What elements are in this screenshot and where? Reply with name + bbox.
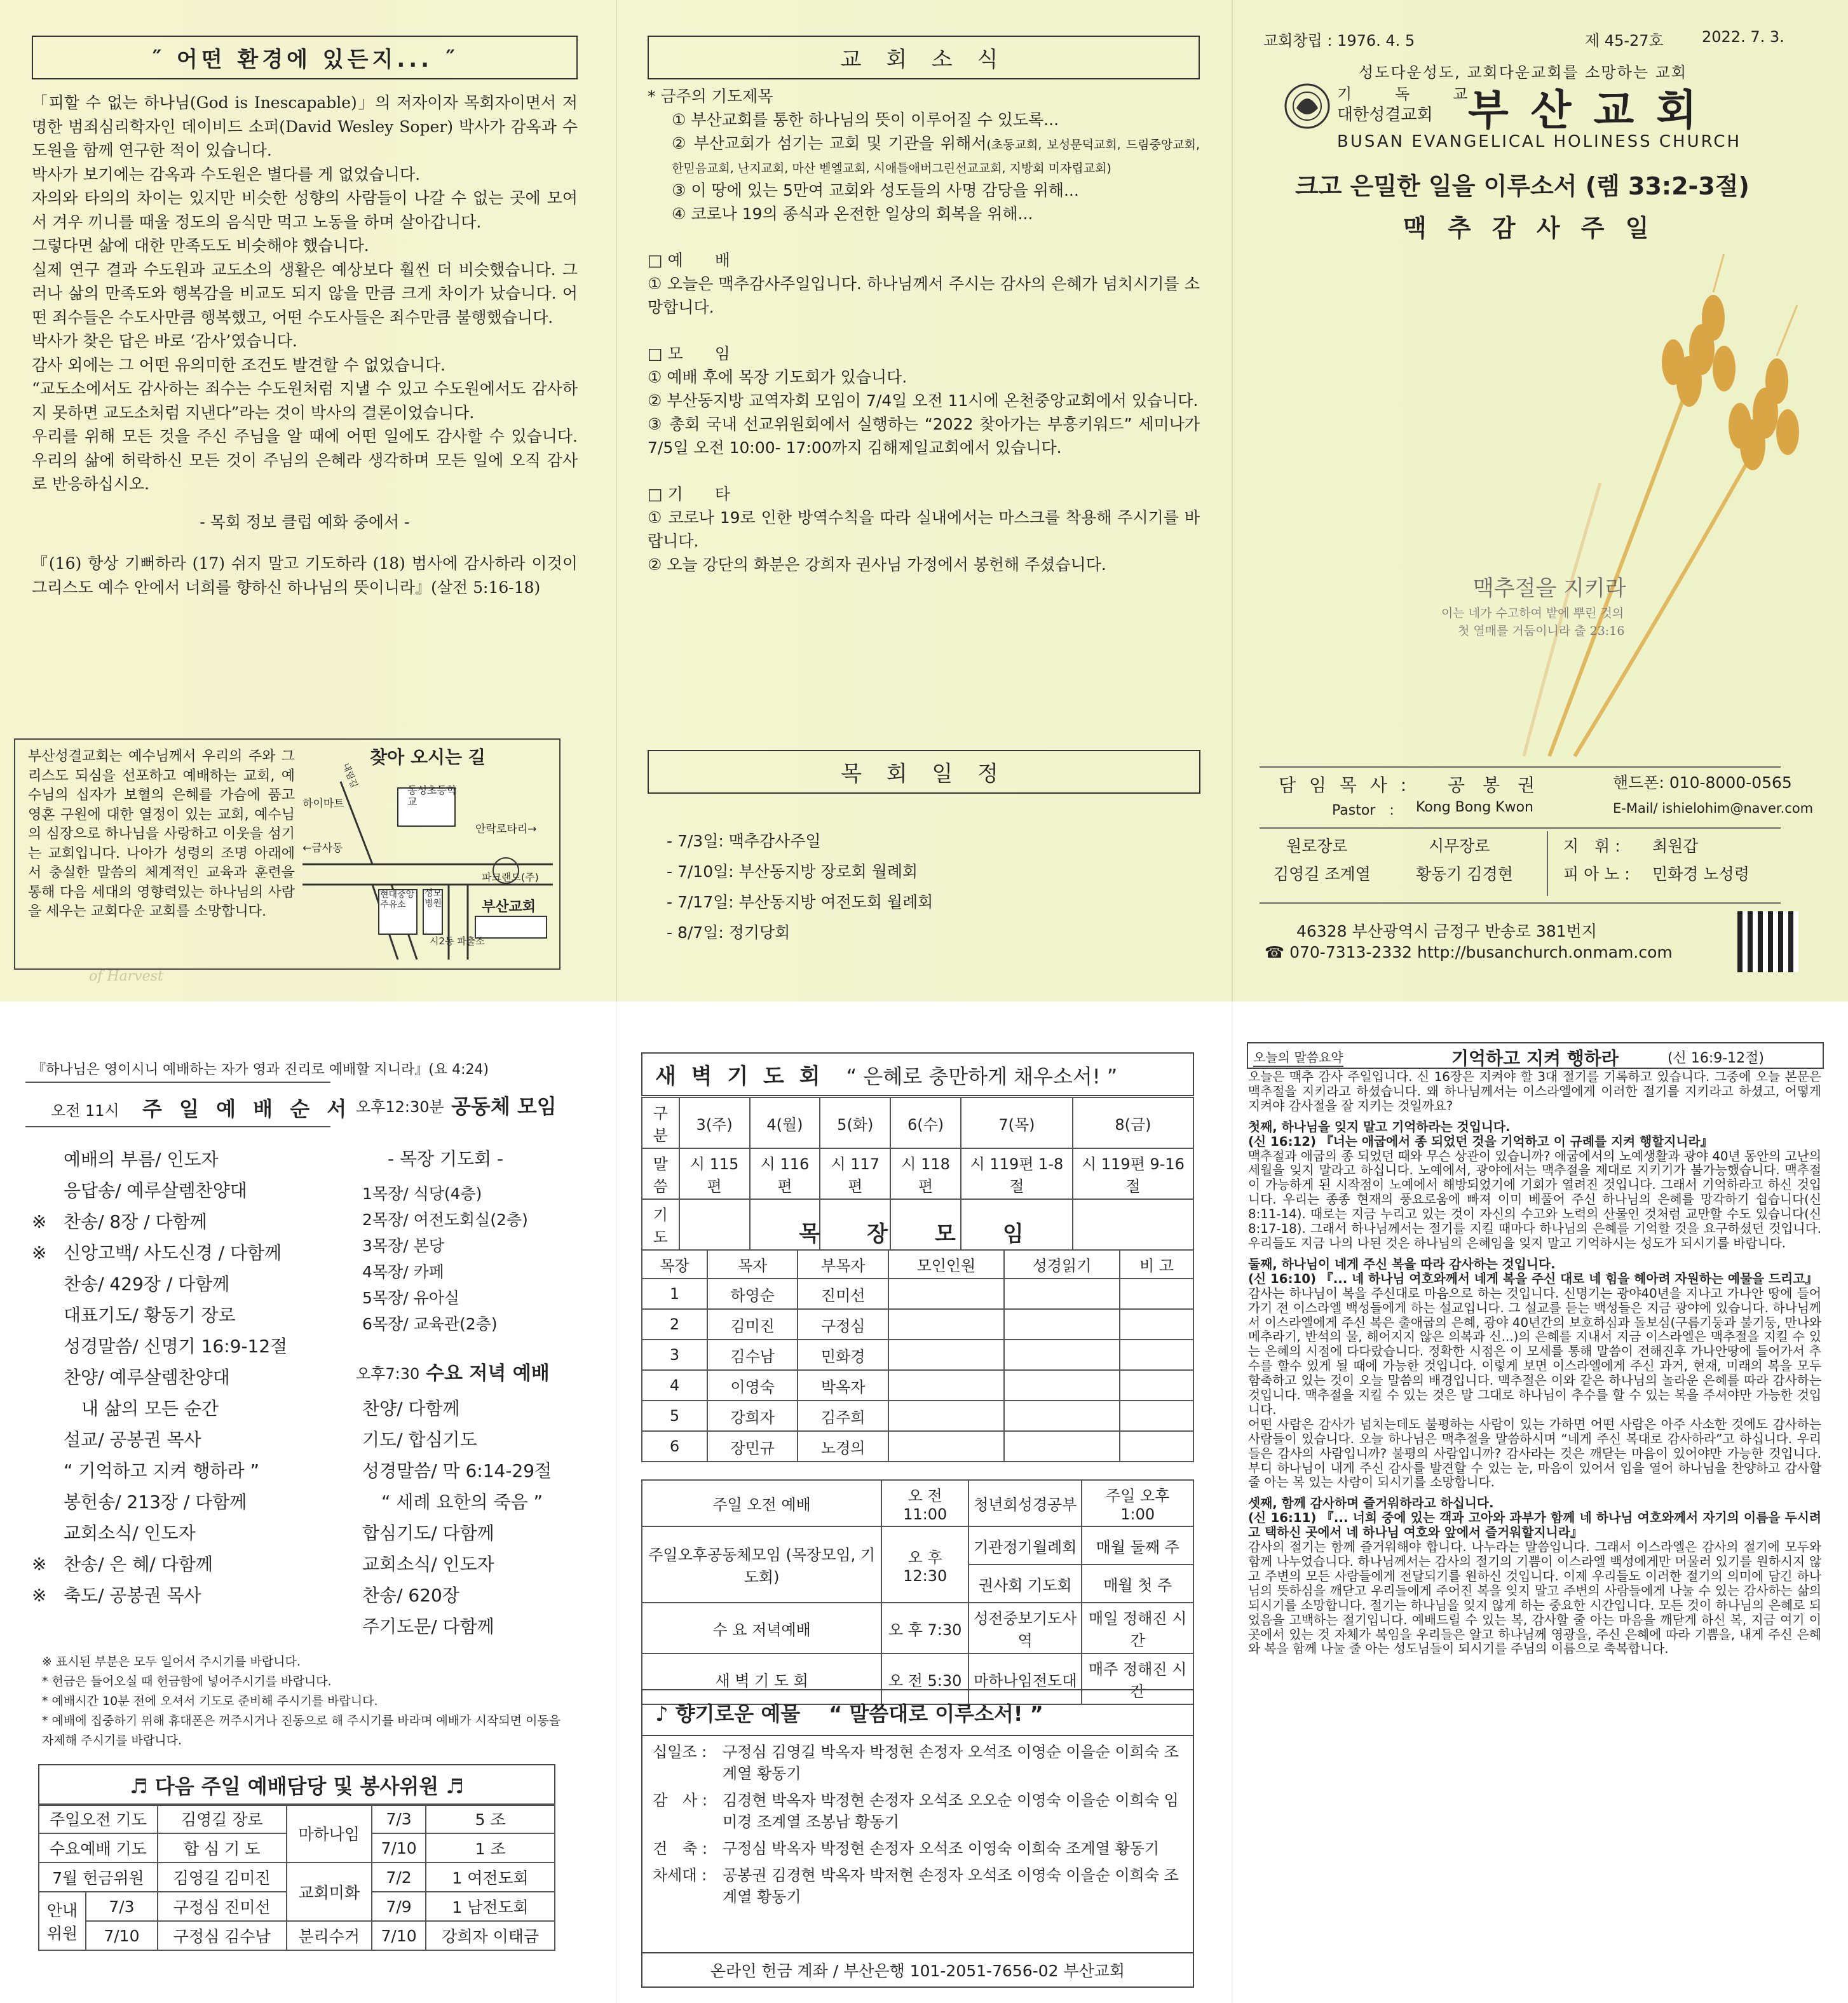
divider xyxy=(1260,766,1781,768)
panel-cover xyxy=(1232,0,1848,1002)
wed-order-item: 기도/ 합심기도 xyxy=(362,1429,477,1450)
wed-worship-title: 수요 저녁 예배 xyxy=(426,1362,550,1385)
table-cell: 구정심 xyxy=(798,1309,888,1340)
church-contact: ☎ 070-7313-2332 http://busanchurch.onmam.com xyxy=(1265,943,1673,961)
table-cell: 오 후 12:30 xyxy=(881,1526,968,1603)
wed-order-item: 합심기도/ 다함께 xyxy=(362,1523,494,1544)
wed-order-item: 찬송/ 620장 xyxy=(362,1585,459,1606)
table-cell: 권사회 기도회 xyxy=(968,1565,1082,1603)
paragraph: 그렇다면 삶에 대한 만족도도 비슷해야 했습니다. xyxy=(32,236,369,255)
sermon-point: 셋째, 함께 감사하며 즐거워하라고 하십니다. xyxy=(1248,1496,1494,1511)
panel-column xyxy=(0,0,616,1002)
order-item: 내 삶의 모든 순간 xyxy=(64,1398,219,1419)
order-item: 응답송/ 예루살렘찬양대 xyxy=(64,1180,247,1201)
table-cell: 성전중보기도사역 xyxy=(968,1603,1082,1653)
column-body xyxy=(32,91,578,599)
offering-subtitle: “ 말씀대로 이루소서! ” xyxy=(829,1702,1043,1726)
sermon-paragraph: 감사의 절기는 함께 즐거워해야 합니다. 나누라는 말씀입니다. 그래서 이스라엘은 감사의 절기에 모두와 함께 나누었습니다. 하나님께서는 감사의 절기의 기쁨이 이스라엘 백성에게만 머물러 있기를 원하시지 않고 주변의 모든 사람들에게 전달되기를 원하신 것입니다. 이제 우리들도 이러한 절기의 의미에 담긴 하나님의 뜻하심을 깨닫고 우리들에게 주어진 복을 잊지 말고 주변의 사람들에게 나눌 수 있는 감사하는 삶의 되시기를 소망합니다. 절기는 하나님을 잊지 않게 하는 중요한 시간입니다. 모든 것이 하나님의 은혜로 되었음을 고백하는 절기입니다. 예배드릴 수 있는 복, 감사할 줄 아는 마음을 깨닫게 하신 복, 지금 여기 이곳에서 있는 것 자체가 복임을 우리들은 알고 하나님께 영광을, 주신 은혜에 따라 기쁨을, 내게 주신 은혜와 복을 함께 나눌 줄 아는 성도님들이 되시기를 주님의 이름으로 축복합니다. xyxy=(1248,1540,1821,1657)
order-item: 교회소식/ 인도자 xyxy=(64,1523,196,1544)
panel-news xyxy=(616,0,1232,1002)
table-cell: 오 후 7:30 xyxy=(881,1603,968,1653)
cell-room: 6목장/ 교육관(2층) xyxy=(362,1315,498,1333)
denomination-bottom: 대한성결교회 xyxy=(1337,105,1433,125)
table-cell: 기관정기월례회 xyxy=(968,1526,1082,1565)
sermon-paragraph: 감사는 하나님이 복을 주신대로 마음으로 하는 것입니다. 신명기는 광야40년을 지나고 가나안 땅에 들어가기 전 이스라엘 백성들에게 하는 설교입니다. 그 설교를 듣는 백성들은 지금 광야에 있습니다. 하나님께서 이스라엘에게 주신 복은 출애굽의 은혜, 광야 40년간의 보호하심과 돌보심(구름기둥과 불기둥, 만나와 메추라기, 반석의 물, 해어지지 않은 의복과 신...)의 은혜를 지내서 지금 이스라엘은 맥추절을 지킬 수 있는 은혜의 시점에 다다랐습니다. 정확한 시점은 이 모세를 통해 말씀이 전해진후 가나안땅에 들어가서 추수를 할수 있게 될 때에 가능한 것입니다. 이렇게 보면 이스라엘에게 주신 과거, 현재, 미래의 복을 모두 함축하고 있는 것이 오늘 말씀의 배경입니다. 맥추절은 이와 같은 하나님의 놀라운 은혜를 따라 감사하는 것입니다. 맥추절을 지킬 수 있는 것은 말 그대로 하나님이 추수를 할 수 있는 복을 주셔야만 가능한 것입니다. xyxy=(1248,1286,1821,1417)
duty-name: 강희자 이태금 xyxy=(426,1921,555,1950)
order-item: 성경말씀/ 신명기 16:9-12절 xyxy=(64,1336,288,1357)
divider xyxy=(25,1082,330,1083)
news-body xyxy=(648,85,1200,576)
wed-order-list xyxy=(362,1393,552,1642)
worship-notes xyxy=(42,1652,576,1751)
service-times-table xyxy=(641,1479,1194,1705)
order-item: 대표기도/ 황동기 장로 xyxy=(64,1305,236,1326)
news-title: 교 회 소 식 xyxy=(648,36,1200,79)
schedule-item: - 7/17일: 부산동지방 여전도회 월례회 xyxy=(667,893,934,911)
cell-meeting-title: 목 장 모 임 xyxy=(799,1221,1036,1247)
divider xyxy=(1260,827,1781,829)
dawn-title: 새 벽 기 도 회 xyxy=(655,1064,824,1089)
order-item: ※ 찬송/ 8장 / 다함께 xyxy=(32,1211,207,1232)
pastor-label: 담 임 목 사 : xyxy=(1279,775,1411,796)
table-cell: 2 xyxy=(642,1309,707,1340)
map-label-church: 부산교회 xyxy=(482,899,536,915)
church-motto: 성도다운성도, 교회다운교회를 소망하는 교회 xyxy=(1359,64,1688,81)
table-header: 비 고 xyxy=(1120,1250,1193,1279)
order-item: ※ 축도/ 공봉권 목사 xyxy=(32,1585,201,1606)
table-header: 목자 xyxy=(707,1250,798,1279)
map-label: 현대중앙주유소 xyxy=(380,890,415,910)
church-address: 46328 부산광역시 금정구 반송로 381번지 xyxy=(1296,922,1597,940)
sermon-verse: (신 16:11) 『... 너희 중에 있는 객과 고아와 과부가 함께 네 하나님 여호와께서 자기의 이름을 두시려고 택하신 곳에서 네 하나님 여호와 앞에서 즐거워할지니라』 xyxy=(1248,1511,1821,1540)
table-header: 3(주) xyxy=(679,1097,750,1148)
table-cell: 청년회성경공부 xyxy=(968,1480,1082,1526)
duty-date: 7/9 xyxy=(372,1892,426,1921)
table-cell: 시 118편 xyxy=(890,1148,961,1199)
cell-room: 3목장/ 본당 xyxy=(362,1237,444,1255)
table-cell: 5 xyxy=(642,1401,707,1431)
table-cell: 1 xyxy=(642,1279,707,1309)
sermon-point: 둘째, 하나님이 네게 주신 복을 따라 감사하는 것입니다. xyxy=(1248,1256,1556,1272)
map-label: 동성초등학교 xyxy=(407,784,457,808)
table-cell: 시 116편 xyxy=(750,1148,820,1199)
duty-date: 7/10 xyxy=(372,1921,426,1950)
offering-title: ♪ 향기로운 예물 xyxy=(655,1702,801,1726)
bulletin-inner-sheet xyxy=(0,1002,1848,2003)
order-item: 설교/ 공봉권 목사 xyxy=(64,1429,201,1450)
deacons-names: 황동기 김경현 xyxy=(1416,865,1513,883)
panel-order xyxy=(0,1002,616,2003)
church-seal-icon xyxy=(1284,83,1331,130)
sermon-verse: (신 16:10) 『... 네 하나님 여호와께서 네게 복을 주신 대로 네 힘을 헤아려 자원하는 예물을 드리고』 xyxy=(1248,1271,1818,1286)
note: * 예배시간 10분 전에 오셔서 기도로 준비해 주시기를 바랍니다. xyxy=(42,1694,378,1708)
sermon-paragraph: 오늘은 맥추 감사 주일입니다. 신 16장은 지켜야 할 3대 절기를 기록하고 있습니다. 그중에 오늘 본문은 맥추절을 지키라고 하셨습니다. 왜 하나님께서는 이스라엘에게 이러한 절기를 지키라고 하셨고, 어떻게 지켜야 감사절을 잘 지키는 것일까요? xyxy=(1248,1069,1821,1113)
table-cell: 노경의 xyxy=(798,1431,888,1462)
map-label: 성모병원 xyxy=(425,888,442,909)
pastor-en-name: Kong Bong Kwon xyxy=(1416,799,1533,815)
table-cell: 주일 오후 1:00 xyxy=(1082,1480,1193,1526)
table-cell: 매일 정해진 시간 xyxy=(1082,1603,1193,1653)
column-title: ˝ 어떤 환경에 있든지... ˝ xyxy=(32,36,578,79)
sermon-header xyxy=(1247,1042,1824,1069)
church-vision: 부산성결교회는 예수님께서 우리의 주와 그리스도 되심을 선포하고 예배하는 교회, 예수님의 십자가 보혈의 은혜를 가슴에 품고 영혼 구원에 대한 열정이 있는 교회, 예수님의 심장으로 하나님을 사랑하고 이웃을 섬기는 교회입니다. 나아가 성령의 조명 아래에서 충실한 말씀의 체계적인 교육과 훈련을 통해 다음 세대의 영향력있는 하나님의 사람을 세우는 교회다운 교회를 소망합니다. xyxy=(28,749,295,920)
pastor-en-label: Pastor : xyxy=(1332,803,1394,818)
table-cell: 강희자 xyxy=(707,1401,798,1431)
paragraph: 우리를 위해 모든 것을 주신 주님을 알 때에 어떤 일에도 감사할 수 있습니다. 우리의 삶에 허락하신 모든 것이 주님의 은혜라 생각하며 모든 일에 오직 감사로 반응하십시오. xyxy=(32,427,578,493)
church-english-name: BUSAN EVANGELICAL HOLINESS CHURCH xyxy=(1337,132,1742,151)
prayer-detail: (초동교회, 보성문덕교회, 드림중앙교회, 한믿음교회, 난지교회, 마산 벧엘교회, 시애틀애버그린선교교회, 지방회 미자립교회) xyxy=(672,138,1200,175)
table-cell: 수 요 저녁예배 xyxy=(642,1603,881,1653)
paragraph: 박사가 보기에는 감옥과 수도원은 별다를 게 없었습니다. xyxy=(32,165,421,184)
paragraph: “교도소에서도 감사하는 죄수는 수도원처럼 지낼 수 있고 수도원에서도 감사하지 못하면 교도소처럼 지낸다”라는 것이 박사의 결론이었습니다. xyxy=(32,379,578,422)
table-cell: 매월 첫 주 xyxy=(1082,1565,1193,1603)
issue-number: 제 45-27호 xyxy=(1585,32,1664,50)
duty-name: 김영길 장로 xyxy=(158,1804,287,1833)
offering-box xyxy=(641,1689,1194,1988)
duty-group: 안내위원 xyxy=(39,1892,86,1950)
next-week-title: ♬ 다음 주일 예배담당 및 봉사위원 ♬ xyxy=(38,1764,555,1806)
sermon-label: 오늘의 말씀요약 xyxy=(1253,1047,1343,1067)
duty-group: 교회미화 xyxy=(287,1863,372,1921)
table-cell: 시 117편 xyxy=(820,1148,890,1199)
table-cell: 이영숙 xyxy=(707,1370,798,1401)
table-cell: 하영순 xyxy=(707,1279,798,1309)
order-item: ※ 찬송/ 은 혜/ 다함께 xyxy=(32,1554,213,1575)
map-label: 하이마트 xyxy=(302,798,344,810)
map-label: ←금사동 xyxy=(302,842,343,855)
section-heading: □ 기 타 xyxy=(648,485,730,503)
prayer-text: ② 부산교회가 섬기는 교회 및 기관을 위해서 xyxy=(672,134,987,153)
table-cell: 말씀 xyxy=(642,1148,679,1199)
news-item: ① 오늘은 맥추감사주일입니다. 하나님께서 주시는 감사의 은혜가 넘치시기를 소망합니다. xyxy=(648,275,1200,316)
table-cell: 김수남 xyxy=(707,1340,798,1370)
duty-label: 7월 헌금위원 xyxy=(39,1863,158,1892)
qr-code-icon[interactable] xyxy=(1737,911,1798,972)
conductor-name: 최원갑 xyxy=(1652,837,1699,855)
table-cell: 김주희 xyxy=(798,1401,888,1431)
offering-header xyxy=(642,1690,1193,1736)
divider xyxy=(1547,831,1548,896)
duty-name: 구정심 김수남 xyxy=(158,1921,287,1950)
order-item: 찬송/ 429장 / 다함께 xyxy=(64,1273,230,1294)
order-list xyxy=(32,1144,330,1611)
offering-list xyxy=(642,1736,1193,1918)
table-header: 모인인원 xyxy=(888,1250,1004,1279)
schedule-item: - 7/3일: 맥추감사주일 xyxy=(667,832,821,850)
table-header: 4(월) xyxy=(750,1097,820,1148)
cell-room: 2목장/ 여전도회실(2층) xyxy=(362,1211,528,1229)
sermon-body xyxy=(1248,1070,1821,1657)
cell-room: 4목장/ 카페 xyxy=(362,1263,444,1281)
duty-date: 7/3 xyxy=(372,1804,426,1833)
deacons-label: 시무장로 xyxy=(1429,837,1490,855)
cell-prayer-heading: - 목장 기도회 - xyxy=(388,1148,504,1169)
duty-name: 1 조 xyxy=(426,1833,555,1863)
sermon-point: 첫째, 하나님을 잊지 말고 기억하라는 것입니다. xyxy=(1248,1119,1511,1134)
image-caption-title: 맥추절을 지키라 xyxy=(1473,576,1626,601)
table-header: 7(목) xyxy=(961,1097,1073,1148)
table-header: 부목자 xyxy=(798,1250,888,1279)
sermon-paragraph: 어떤 사람은 감사가 넘치는데도 불평하는 사람이 있는 가하면 어떤 사람은 아주 사소한 것에도 감사하는 사람들이 있습니다. 오늘 하나님은 맥추절을 말씀하시며 “네게 주신 복대로 감사하라”고 하십니다. 우리들은 감사의 사람입니까? 불평의 사람입니까? 감사라는 것은 깨닫는 마음이 있어야만 가능한 것입니다. 부디 하나님이 내게 주신 감사를 발견할 수 있는 눈, 마음이 있어서 입을 열어 하나님을 찬양하고 감사할줄 아는 복 있는 사람이 되시기를 소망합니다. xyxy=(1248,1416,1821,1490)
year-theme: 크고 은밀한 일을 이루소서 (렘 33:2-3절) xyxy=(1295,172,1749,200)
schedule-item: - 8/7일: 정기당회 xyxy=(667,923,791,942)
prayer-item xyxy=(648,132,1200,179)
wheat-illustration xyxy=(1473,254,1829,763)
column-source: - 목회 정보 클럽 예화 중에서 - xyxy=(200,512,410,531)
schedule-list xyxy=(667,826,933,948)
news-item: ① 예배 후에 목장 기도회가 있습니다. xyxy=(648,368,907,386)
table-cell: 새 벽 기 도 회 xyxy=(642,1653,881,1704)
conductor-label: 지 휘 : xyxy=(1563,837,1620,855)
offering-row: 건 축 : 구정심 박옥자 박정현 손정자 오석조 이영숙 이희숙 조계열 황동기 xyxy=(653,1840,1159,1857)
table-header: 5(화) xyxy=(820,1097,890,1148)
sermon-title: 기억하고 지켜 행하라 xyxy=(1451,1048,1619,1069)
duty-date: 7/2 xyxy=(372,1863,426,1892)
news-item: ① 코로나 19로 인한 방역수칙을 따라 실내에서는 마스크를 착용해 주시기를 바랍니다. xyxy=(648,508,1200,550)
table-cell: 6 xyxy=(642,1431,707,1462)
map-title: 찾아 오시는 길 xyxy=(370,747,486,768)
table-cell: 박옥자 xyxy=(798,1370,888,1401)
news-item: ② 오늘 강단의 화분은 강희자 권사님 가정에서 봉헌해 주셨습니다. xyxy=(648,555,1106,574)
section-heading: □ 예 배 xyxy=(648,251,730,269)
elders-label: 원로장로 xyxy=(1286,837,1348,855)
table-cell: 민화경 xyxy=(798,1340,888,1370)
prayer-item: ③ 이 땅에 있는 5만여 교회와 성도들의 사명 감당을 위해... xyxy=(672,181,1079,200)
duty-date: 7/10 xyxy=(372,1833,426,1863)
wed-order-item: 성경말씀/ 막 6:14-29절 xyxy=(362,1460,552,1481)
paragraph: 「피할 수 없는 하나님(God is Inescapable)」의 저자이자 목회자이면서 저명한 범죄심리학자인 데이비드 소퍼(David Wesley Soper) 박사가 감옥과 수도원을 함께 연구한 적이 있습니다. xyxy=(32,93,578,160)
duty-name: 1 남전도회 xyxy=(426,1892,555,1921)
prayer-item: ④ 코로나 19의 종식과 온전한 일상의 회복을 위해... xyxy=(672,205,1033,223)
am-worship-title: 주 일 예 배 순 서 xyxy=(142,1097,352,1121)
piano-names: 민화경 노성령 xyxy=(1652,865,1749,883)
note: * 예배에 집중하기 위해 휴대폰은 꺼주시거나 진동으로 해 주시기를 바라며 예배가 시작되면 이동을 자제해 주시기를 바랍니다. xyxy=(42,1714,561,1748)
offering-row: 십일조 : 구정심 김영길 박옥자 박정현 손정자 오석조 이영순 이을순 이희숙 조계열 황동기 xyxy=(653,1743,1179,1782)
news-item: ③ 총회 국내 선교위원회에서 실행하는 “2022 찾아가는 부흥키워드” 세미나가 7/5일 오전 10:00- 17:00까지 김해제일교회에서 있습니다. xyxy=(648,415,1200,457)
cell-room: 1목장/ 식당(4층) xyxy=(362,1185,482,1203)
order-item: 봉헌송/ 213장 / 다함께 xyxy=(64,1491,247,1512)
founded-date: 교회창립 : 1976. 4. 5 xyxy=(1263,32,1415,50)
panel-schedules xyxy=(616,1002,1232,2003)
am-worship-time: 오전 11시 xyxy=(51,1102,119,1120)
dawn-subtitle: “ 은혜로 충만하게 채우소서! ” xyxy=(846,1064,1118,1089)
sermon-verse: (신 16:12) 『너는 애굽에서 종 되었던 것을 기억하고 이 규례를 지켜 행할지니라』 xyxy=(1248,1134,1713,1149)
table-header: 목장 xyxy=(642,1250,707,1279)
paragraph: 감사 외에는 그 어떤 유의미한 조건도 발견할 수 없었습니다. xyxy=(32,355,446,374)
schedule-title: 목 회 일 정 xyxy=(648,750,1200,794)
table-header: 구분 xyxy=(642,1097,679,1148)
table-cell: 마하나임전도대 xyxy=(968,1653,1082,1704)
issue-date: 2022. 7. 3. xyxy=(1702,28,1784,46)
duty-group: 분리수거 xyxy=(287,1921,372,1950)
map-label: 파크랜드(주) xyxy=(482,871,539,883)
order-item: 찬양/ 예루살렘찬양대 xyxy=(64,1367,230,1388)
map-label: 내림길 xyxy=(340,761,360,790)
table-header: 8(금) xyxy=(1073,1097,1193,1148)
pastor-phone: 핸드폰: 010-8000-0565 xyxy=(1613,773,1792,792)
schedule-item: - 7/10일: 부산동지방 장로회 월례회 xyxy=(667,862,918,881)
sunday-title: 맥 추 감 사 주 일 xyxy=(1403,214,1655,242)
wed-order-item: 찬양/ 다함께 xyxy=(362,1398,460,1419)
sermon-paragraph: 맥추절과 애굽의 종 되었던 때와 무슨 상관이 있습니까? 애굽에서의 노예생활과 광야 40년 동안의 고난의 세월을 잊지 말라고 하십니다. 노예에서, 광야에서는 맥추절을 제대로 지키기가 불가능했습니다. 맥추절이 가능하게 된 시작점이 노예에서 해방되었기에 기회가 열려진 것입니다. 그래서 기억하라고 하신 것입니다. 우리는 종종 현재의 풍요로움에 빠져 이미 베풀어 주신 하나님의 은혜를 망각하기 쉽습니다(신 8:11-14). 때로는 지금 누리고 있는 것이 자신의 수고와 노력의 산물인 것처럼 교만할 수도 있습니다(신 8:17-18). 그래서 하나님께서는 절기를 지킬 때마다 하나님의 은혜를 기억할 것을 요구하셨던 것입니다. 우리들도 지금 나의 나된 것은 하나님의 은혜임을 잊지 말고 기억하시는 성도가 되시기를 바랍니다. xyxy=(1248,1148,1821,1251)
note: ※ 표시된 부분은 모두 일어서 주시기를 바랍니다. xyxy=(42,1655,301,1669)
church-name: 부 산 교 회 xyxy=(1468,86,1701,135)
denomination-top: 기 독 교 xyxy=(1337,85,1482,103)
piano-label: 피 아 노 : xyxy=(1563,865,1630,883)
pm-meeting-time: 오후12:30분 xyxy=(356,1098,444,1116)
order-item: ※ 신앙고백/ 사도신경 / 다함께 xyxy=(32,1242,282,1263)
next-week-table xyxy=(38,1803,555,1951)
table-cell: 장민규 xyxy=(707,1431,798,1462)
offering-row: 감 사 : 김경현 박옥자 박정현 손정자 오석조 오오순 이영숙 이을순 이희숙 임미경 조계열 조봉남 황동기 xyxy=(653,1791,1179,1831)
dawn-prayer-header xyxy=(641,1052,1194,1096)
vision-and-map-box xyxy=(14,738,561,970)
watermark-text: of Harvest xyxy=(89,968,163,984)
note: * 헌금은 들어오실 때 헌금함에 넣어주시기를 바랍니다. xyxy=(42,1674,332,1688)
duty-group: 마하나임 xyxy=(287,1804,372,1863)
paragraph: 실제 연구 결과 수도원과 교도소의 생활은 예상보다 훨씬 더 비슷했습니다. 그러나 삶의 만족도와 행복감을 비교도 되지 않을 만큼 크게 차이가 났습니다. 어떤 죄수들은 수도사만큼 행복했고, 어떤 수도사들은 죄수만큼 불행했습니다. xyxy=(32,260,578,327)
table-cell: 시 119편 1-8절 xyxy=(961,1148,1073,1199)
duty-name: 구정심 진미선 xyxy=(158,1892,287,1921)
sermon-reference: (신 16:9-12절) xyxy=(1668,1050,1764,1066)
wed-worship-time: 오후7:30 xyxy=(356,1365,420,1383)
table-cell: 진미선 xyxy=(798,1279,888,1309)
table-cell: 오 전 11:00 xyxy=(881,1480,968,1526)
table-cell: 시 115편 xyxy=(679,1148,750,1199)
cell-room: 5목장/ 유아실 xyxy=(362,1289,460,1307)
prayer-item: ① 부산교회를 통한 하나님의 뜻이 이루어질 수 있도록... xyxy=(672,111,1059,129)
image-caption-verse: 첫 열매를 거둠이니라 출 23:16 xyxy=(1458,624,1625,638)
cell-meeting-table xyxy=(641,1249,1194,1462)
duty-name: 합 심 기 도 xyxy=(158,1833,287,1863)
duty-date: 7/3 xyxy=(86,1892,158,1921)
prayer-heading: * 금주의 기도제목 xyxy=(648,87,773,105)
table-cell: 주일 오전 예배 xyxy=(642,1480,881,1526)
pm-meeting-title: 공동체 모임 xyxy=(451,1094,557,1118)
map-label: 안락로타리→ xyxy=(475,823,537,836)
table-cell: 시 119편 9-16절 xyxy=(1073,1148,1193,1199)
map-label: 시2동 파출소 xyxy=(430,935,485,947)
duty-label: 수요예배 기도 xyxy=(39,1833,158,1863)
column-verse: 『(16) 항상 기뻐하라 (17) 쉬지 말고 기도하라 (18) 범사에 감사하라 이것이 그리스도 예수 안에서 너희를 향하신 하나님의 뜻이니라』(살전 5:16-18) xyxy=(32,554,578,597)
worship-verse: 『하나님은 영이시니 예배하는 자가 영과 진리로 예배할 지니라』(요 4:24) xyxy=(32,1062,489,1078)
section-heading: □ 모 임 xyxy=(648,344,730,363)
table-cell: 김미진 xyxy=(707,1309,798,1340)
table-cell: 4 xyxy=(642,1370,707,1401)
table-header: 6(수) xyxy=(890,1097,961,1148)
wed-order-item: 교회소식/ 인도자 xyxy=(362,1554,494,1575)
duty-label: 주일오전 기도 xyxy=(39,1804,158,1833)
duty-name: 5 조 xyxy=(426,1804,555,1833)
table-cell: 3 xyxy=(642,1340,707,1370)
duty-name: 김영길 김미진 xyxy=(158,1863,287,1892)
divider xyxy=(25,1126,330,1127)
elders-names: 김영길 조계열 xyxy=(1274,865,1371,883)
order-item: “ 기억하고 지켜 행하라 ” xyxy=(64,1460,260,1481)
offering-row: 차세대 : 공봉권 김경현 박옥자 박저현 손정자 오석조 이영숙 이을순 이희숙 조계열 황동기 xyxy=(653,1866,1179,1906)
panel-sermon xyxy=(1232,1002,1848,2003)
paragraph: 자의와 타의의 차이는 있지만 비슷한 성향의 사람들이 나갈 수 없는 곳에 모여서 겨우 끼니를 때울 정도의 음식만 먹고 노동을 하며 살아갑니다. xyxy=(32,189,578,231)
location-map xyxy=(302,743,553,960)
image-caption-verse: 이는 네가 수고하여 밭에 뿌린 것의 xyxy=(1441,606,1624,620)
table-cell: 매월 둘째 주 xyxy=(1082,1526,1193,1565)
pastor-email: E-Mail/ ishielohim@naver.com xyxy=(1613,801,1814,816)
pastor-name: 공 봉 권 xyxy=(1448,775,1535,796)
offering-account: 온라인 헌금 계좌 / 부산은행 101-2051-7656-02 부산교회 xyxy=(642,1952,1193,1986)
divider xyxy=(1260,902,1781,904)
cell-room-list xyxy=(362,1181,528,1337)
table-cell: 기도 xyxy=(642,1199,679,1250)
paragraph: 박사가 찾은 답은 바로 ‘감사’였습니다. xyxy=(32,332,297,350)
wed-order-item: “ 세례 요한의 죽음 ” xyxy=(381,1491,543,1512)
table-header: 성경읽기 xyxy=(1004,1250,1120,1279)
news-item: ② 부산동지방 교역자회 모임이 7/4일 오전 11시에 온천중앙교회에서 있습니다. xyxy=(648,391,1199,410)
wed-order-item: 주기도문/ 다함께 xyxy=(362,1616,494,1637)
duty-date: 7/10 xyxy=(86,1921,158,1950)
order-item: 예배의 부름/ 인도자 xyxy=(64,1149,219,1170)
duty-name: 1 여전도회 xyxy=(426,1863,555,1892)
table-cell: 매주 정해진 시간 xyxy=(1082,1653,1193,1704)
table-cell: 주일오후공동체모임 (목장모임, 기도회) xyxy=(642,1526,881,1603)
table-cell: 오 전 5:30 xyxy=(881,1653,968,1704)
